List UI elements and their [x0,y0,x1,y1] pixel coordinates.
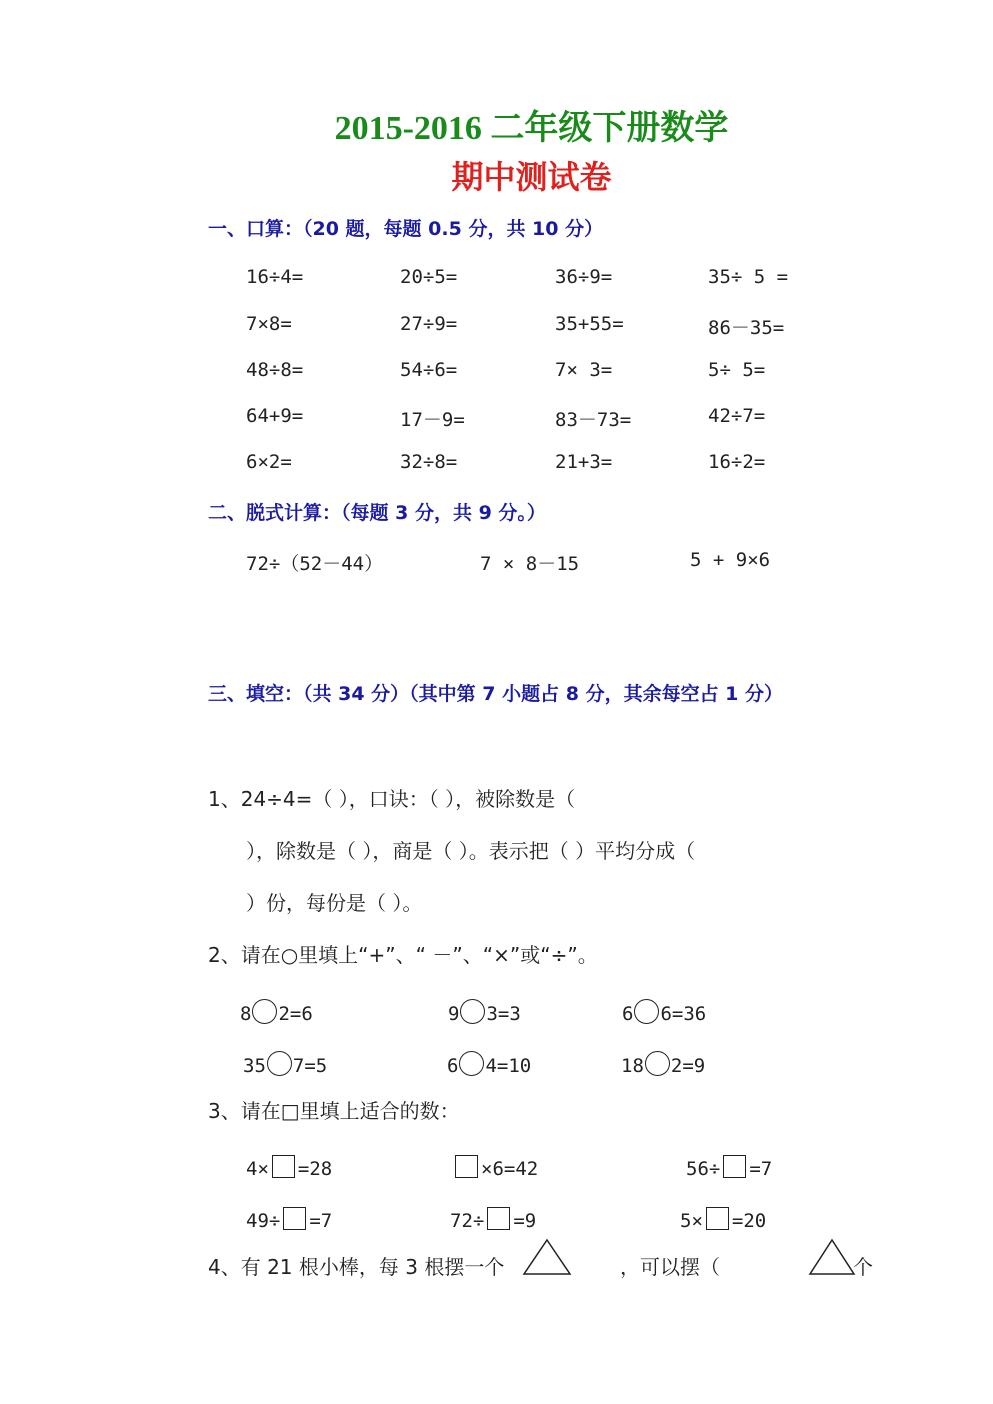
circle-blank-icon [645,1051,670,1076]
q3-item: 49÷ =7 [246,1207,332,1232]
square-blank-icon [723,1155,746,1178]
square-blank-icon [283,1207,306,1230]
q1-line3: ）份，每份是（ ）。 [246,891,423,915]
q2-item: 35 7=5 [243,1051,327,1077]
circle-blank-icon [459,1051,484,1076]
triangle-icon [522,1238,572,1276]
oral-calc-item: 27÷9= [400,313,458,335]
oral-calc-item: 5÷ 5= [708,359,766,381]
section2-heading: 二、脱式计算：（每题 3 分，共 9 分。） [208,502,546,524]
q2-item: 6 6=36 [622,999,706,1025]
circle-blank-icon [634,999,659,1024]
q3-item: 5× =20 [680,1207,766,1232]
q3-item: ×6=42 [452,1155,538,1180]
oral-calc-item: 17－9= [400,409,465,431]
q2-item: 6 4=10 [447,1051,531,1077]
oral-calc-item: 7× 3= [555,359,613,381]
oral-calc-item: 64+9= [246,405,304,427]
q3-item: 56÷ =7 [686,1155,772,1180]
square-blank-icon [272,1155,295,1178]
q4-text-part3: 个 [853,1255,873,1279]
circle-blank-icon [252,999,277,1024]
square-blank-icon [706,1207,729,1230]
q3-item: 72÷ =9 [450,1207,536,1232]
oral-calc-item: 48÷8= [246,359,304,381]
circle-blank-icon [267,1051,292,1076]
oral-calc-item: 6×2= [246,451,292,473]
oral-calc-item: 83－73= [555,409,632,431]
oral-calc-item: 16÷2= [708,451,766,473]
page-title: 2015-2016 二年级下册数学 [334,110,729,147]
q2-item: 9 3=3 [448,999,521,1025]
oral-calc-item: 7×8= [246,313,292,335]
q4-text-part1: 4、有 21 根小棒，每 3 根摆一个 [208,1255,505,1279]
oral-calc-item: 42÷7= [708,405,766,427]
section1-heading: 一、口算：（20 题，每题 0.5 分，共 10 分） [208,218,604,240]
q2-item: 18 2=9 [621,1051,705,1077]
step-calc-item: 7 × 8－15 [480,553,580,575]
q2-item: 8 2=6 [240,999,313,1025]
oral-calc-item: 16÷4= [246,266,304,288]
oral-calc-item: 54÷6= [400,359,458,381]
q1-line1: 1、24÷4=（ ），口诀：（ ），被除数是（ [208,787,576,811]
step-calc-item: 72÷（52－44） [246,553,384,575]
circle-blank-icon [460,999,485,1024]
square-blank-icon [487,1207,510,1230]
q4-text-part2: ，可以摆（ [620,1255,720,1279]
q3-prompt: 3、请在□里填上适合的数： [208,1099,460,1123]
oral-calc-item: 36÷9= [555,266,613,288]
section3-heading: 三、填空：（共 34 分）（其中第 7 小题占 8 分，其余每空占 1 分） [208,683,784,705]
oral-calc-item: 35+55= [555,313,624,335]
oral-calc-item: 32÷8= [400,451,458,473]
page-subtitle: 期中测试卷 [451,158,612,196]
step-calc-item: 5 + 9×6 [690,549,771,571]
q2-prompt: 2、请在○里填上“+”、“ －”、“×”或“÷”。 [208,943,598,967]
oral-calc-item: 35÷ 5 = [708,266,789,288]
oral-calc-item: 21+3= [555,451,613,473]
square-blank-icon [455,1155,478,1178]
oral-calc-item: 86－35= [708,317,785,339]
q1-line2: ），除数是（ ），商是（ ）。表示把（ ）平均分成（ [246,839,696,863]
oral-calc-item: 20÷5= [400,266,458,288]
q3-item: 4× =28 [246,1155,332,1180]
triangle-icon [808,1238,856,1276]
